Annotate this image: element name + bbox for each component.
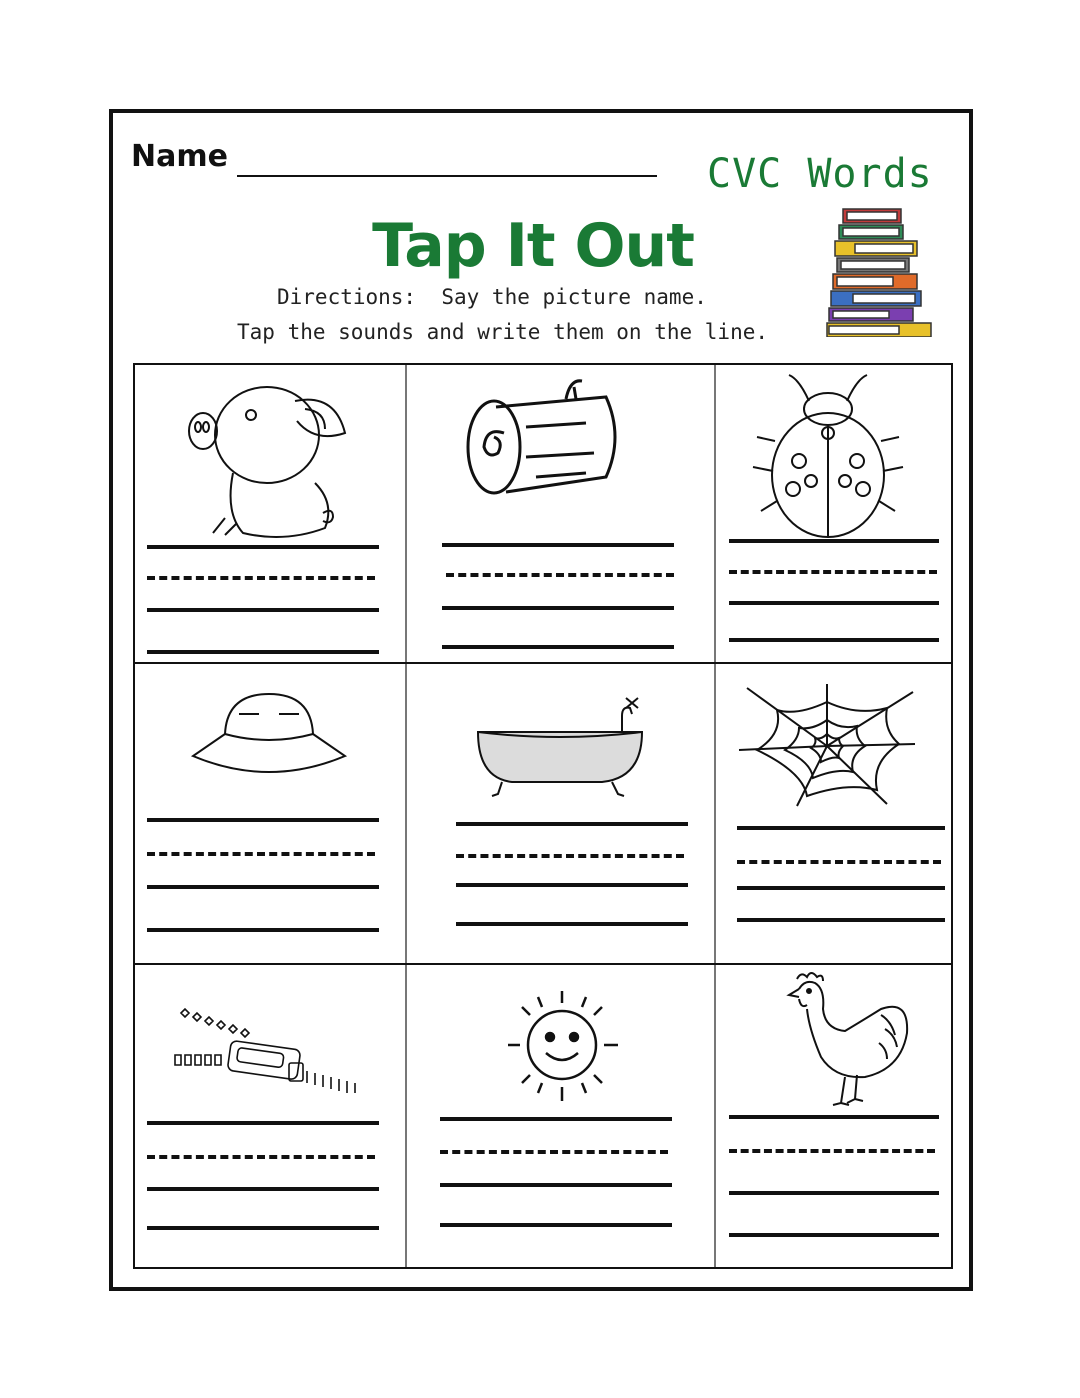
write-line-top[interactable]	[147, 818, 379, 822]
write-line-mid[interactable]	[456, 854, 684, 858]
write-line-mid[interactable]	[440, 1150, 668, 1154]
ladybug-icon	[753, 375, 903, 537]
picture-cell-log	[406, 365, 714, 662]
write-line-bottom[interactable]	[442, 645, 674, 649]
picture-cell-spider-web	[715, 664, 951, 963]
write-line-mid[interactable]	[737, 860, 941, 864]
write-line-top[interactable]	[456, 822, 688, 826]
write-line-mid[interactable]	[147, 1155, 375, 1159]
directions-line-2: Tap the sounds and write them on the line.	[237, 320, 769, 344]
picture-grid	[133, 363, 953, 1269]
write-line-bottom[interactable]	[147, 928, 379, 932]
name-write-line[interactable]	[237, 175, 657, 177]
write-line-bottom[interactable]	[147, 650, 379, 654]
zipper-icon	[175, 1009, 355, 1093]
picture-cell-ladybug	[715, 365, 951, 662]
picture-cell-bathtub	[406, 664, 714, 963]
write-line-base[interactable]	[440, 1183, 672, 1187]
bathtub-icon	[478, 698, 642, 796]
write-line-base[interactable]	[456, 883, 688, 887]
write-line-base[interactable]	[147, 885, 379, 889]
picture-cell-hat	[135, 664, 405, 963]
write-line-bottom[interactable]	[456, 922, 688, 926]
write-line-base[interactable]	[147, 608, 379, 612]
write-line-top[interactable]	[729, 1115, 939, 1119]
hat-icon	[193, 694, 345, 772]
sun-icon	[508, 991, 618, 1101]
name-label: Name	[131, 139, 228, 174]
write-line-top[interactable]	[440, 1117, 672, 1121]
write-line-mid[interactable]	[446, 573, 674, 577]
picture-cell-pig	[135, 365, 405, 662]
write-line-bottom[interactable]	[729, 638, 939, 642]
write-line-base[interactable]	[737, 886, 945, 890]
write-line-bottom[interactable]	[440, 1223, 672, 1227]
picture-cell-sun	[406, 965, 714, 1267]
write-line-mid[interactable]	[147, 852, 375, 856]
write-line-top[interactable]	[442, 543, 674, 547]
write-line-bottom[interactable]	[737, 918, 945, 922]
write-line-top[interactable]	[729, 539, 939, 543]
write-line-base[interactable]	[147, 1187, 379, 1191]
cvc-words-badge: CVC Words	[707, 151, 933, 197]
log-icon	[468, 381, 615, 493]
write-line-top[interactable]	[147, 545, 379, 549]
write-line-base[interactable]	[442, 606, 674, 610]
picture-cell-hen	[715, 965, 951, 1267]
write-line-mid[interactable]	[729, 1149, 935, 1153]
write-line-top[interactable]	[737, 826, 945, 830]
worksheet	[109, 109, 973, 1291]
write-line-top[interactable]	[147, 1121, 379, 1125]
write-line-bottom[interactable]	[729, 1233, 939, 1237]
write-line-base[interactable]	[729, 601, 939, 605]
pig-icon	[185, 373, 355, 545]
page-title: Tap It Out	[372, 211, 694, 281]
write-line-mid[interactable]	[147, 576, 375, 580]
spider-web-icon	[739, 684, 915, 806]
books-stack-icon	[825, 207, 935, 337]
write-line-bottom[interactable]	[147, 1226, 379, 1230]
hen-icon	[789, 973, 907, 1105]
write-line-mid[interactable]	[729, 570, 937, 574]
write-line-base[interactable]	[729, 1191, 939, 1195]
directions-line-1: Directions: Say the picture name.	[277, 285, 707, 309]
picture-cell-zipper	[135, 965, 405, 1267]
